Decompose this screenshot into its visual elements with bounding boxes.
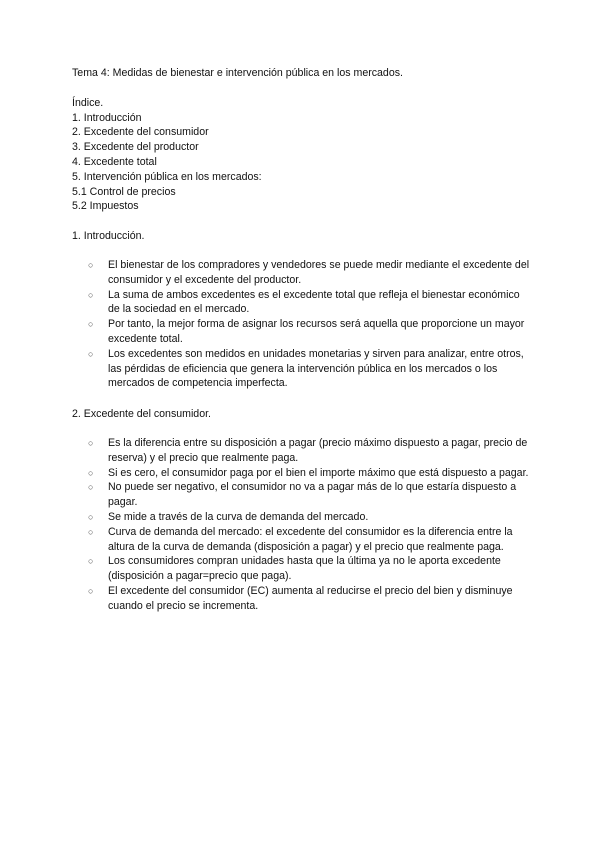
bullet-circle-icon: ○ <box>88 348 94 359</box>
bullet-item <box>72 258 532 288</box>
bullet-item <box>72 466 532 481</box>
bullet-item <box>72 436 532 466</box>
section-title-introduccion: 1. Introducción. <box>72 230 145 243</box>
bullet-circle-icon: ○ <box>88 289 94 300</box>
bullet-text: Curva de demanda del mercado: el excedente del consumidor es la diferencia entre la altura de la curva de demanda (disposición a pagar) y el precio que realmente paga. <box>108 525 513 553</box>
document-page <box>72 66 532 614</box>
section-title-excedente-consumidor: 2. Excedente del consumidor. <box>72 408 211 421</box>
bullet-circle-icon: ○ <box>88 482 94 493</box>
bullet-circle-icon: ○ <box>88 556 94 567</box>
bullet-circle-icon: ○ <box>88 319 94 330</box>
index-item: 4. Excedente total <box>72 155 157 168</box>
bullet-item <box>72 317 532 347</box>
bullet-text: El bienestar de los compradores y vendedores se puede medir mediante el excedente del consumidor y el excedente del productor. <box>108 258 530 286</box>
index-list <box>72 111 532 215</box>
index-item: 5. Intervención pública en los mercados: <box>72 170 262 183</box>
bullet-item <box>72 554 532 584</box>
bullet-text: Es la diferencia entre su disposición a pagar (precio máximo dispuesto a pagar, precio de reserva) y el precio que realmente paga. <box>108 436 528 464</box>
bullet-item <box>72 525 532 555</box>
bullet-circle-icon: ○ <box>88 467 94 478</box>
bullet-text: No puede ser negativo, el consumidor no va a pagar más de lo que estaría dispuesto a pagar. <box>108 481 517 509</box>
index-item: 1. Introducción <box>72 111 142 124</box>
index-item: 3. Excedente del productor <box>72 141 199 154</box>
bullet-text: El excedente del consumidor (EC) aumenta al reducirse el precio del bien y disminuye cuando el precio se incrementa. <box>108 584 513 612</box>
bullet-text: Por tanto, la mejor forma de asignar los recursos será aquella que proporcione un mayor excedente total. <box>108 318 525 345</box>
index-item: 5.1 Control de precios <box>72 185 176 198</box>
bullet-circle-icon: ○ <box>88 526 94 537</box>
bullet-text: Se mide a través de la curva de demanda del mercado. <box>108 510 369 523</box>
bullet-text: Los excedentes son medidos en unidades monetarias y sirven para analizar, entre otros, las pérdidas de eficiencia que genera la intervención pública en los mercados o los mercados de competencia imperfecta. <box>108 347 524 390</box>
bullet-text: La suma de ambos excedentes es el excedente total que refleja el bienestar económico de la sociedad en el mercado. <box>108 288 520 316</box>
bullet-text: Si es cero, el consumidor paga por el bien el importe máximo que está dispuesto a pagar. <box>108 466 529 479</box>
bullet-circle-icon: ○ <box>88 437 94 448</box>
bullet-text: Los consumidores compran unidades hasta que la última ya no le aporta excedente (disposición a pagar=precio que paga). <box>108 555 501 583</box>
bullet-item <box>72 347 532 391</box>
bullet-circle-icon: ○ <box>88 259 94 270</box>
bullet-circle-icon: ○ <box>88 511 94 522</box>
bullet-item <box>72 480 532 510</box>
bullet-item <box>72 510 532 525</box>
bullet-list-excedente-consumidor <box>72 436 532 614</box>
document-title: Tema 4: Medidas de bienestar e intervención pública en los mercados. <box>72 67 403 79</box>
bullet-circle-icon: ○ <box>88 585 94 596</box>
bullet-item <box>72 288 532 318</box>
index-heading: Índice. <box>72 96 104 109</box>
index-item: 2. Excedente del consumidor <box>72 126 209 139</box>
index-item: 5.2 Impuestos <box>72 200 139 213</box>
bullet-list-introduccion <box>72 258 532 391</box>
bullet-item <box>72 584 532 614</box>
